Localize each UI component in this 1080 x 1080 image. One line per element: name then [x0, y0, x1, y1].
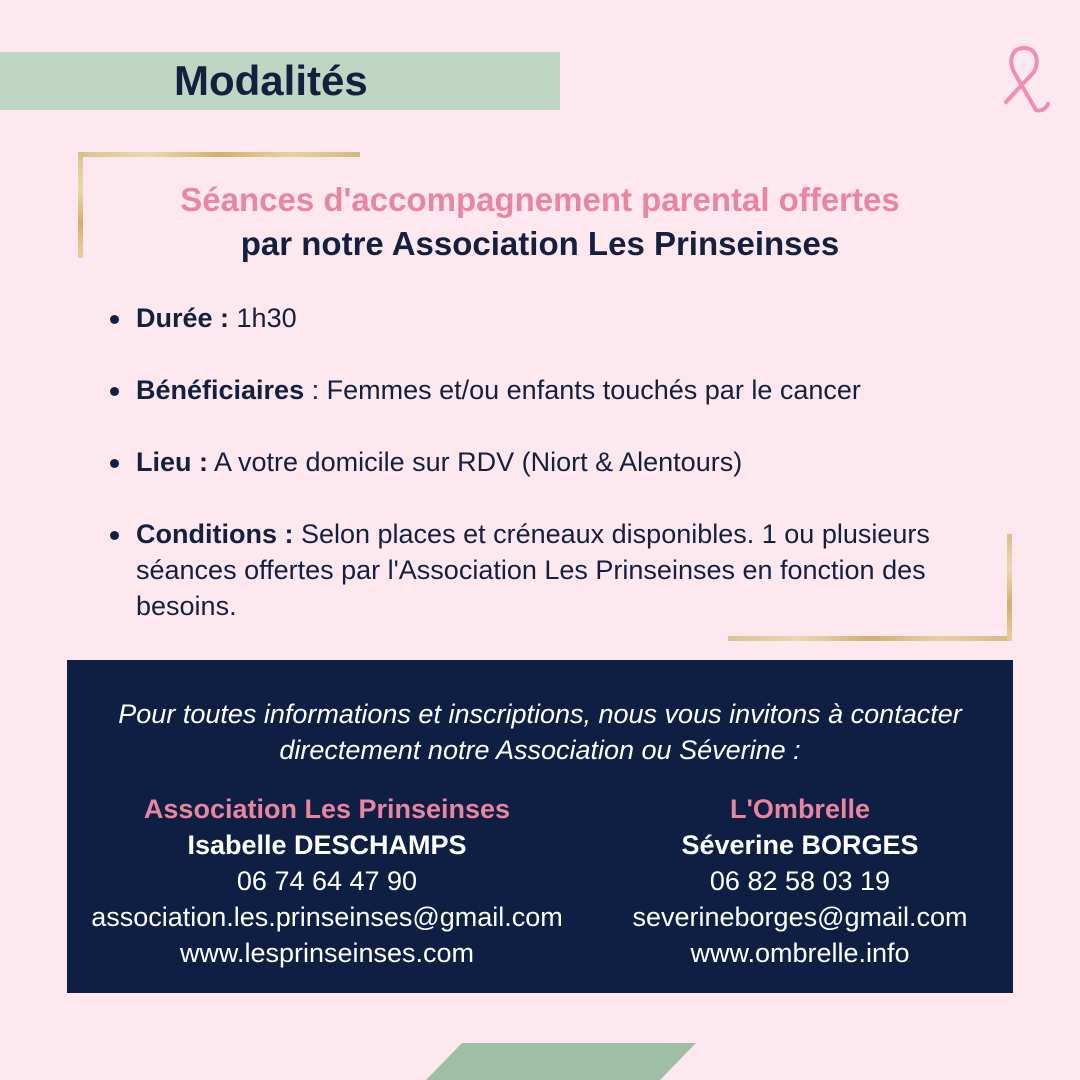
section-heading — [0, 178, 1080, 266]
item-label: Bénéficiaires — [136, 375, 305, 405]
list-item-conditions — [104, 516, 984, 624]
item-text: : Femmes et/ou enfants touchés par le cancer — [304, 375, 861, 405]
heading-line-2: par notre Association Les Prinseinses — [240, 225, 840, 262]
item-label: Lieu : — [136, 447, 208, 477]
phone-number: 06 74 64 47 90 — [236, 866, 418, 896]
contact-person: Isabelle DESCHAMPS — [187, 830, 467, 860]
bullet-icon — [110, 387, 119, 396]
item-label: Durée : — [136, 303, 230, 333]
intro-line-1: Pour toutes informations et inscriptions, nous vous invitons à contacter — [118, 699, 962, 729]
list-item-duree — [104, 300, 984, 336]
bullet-icon — [110, 315, 119, 324]
item-text: 1h30 — [229, 303, 297, 333]
item-label: Conditions : — [136, 519, 294, 549]
bullet-icon — [110, 459, 119, 468]
phone-number: 06 82 58 03 19 — [709, 866, 891, 896]
list-item-beneficiaires — [104, 372, 984, 408]
heading-line-1: Séances d'accompagnement parental offertes — [180, 181, 900, 218]
pink-ribbon-icon — [994, 40, 1054, 115]
item-text: Selon places et créneaux disponibles. 1 ou plusieurs séances offertes par l'Association Les Prinseinses en fonction des besoins. — [136, 519, 930, 621]
website-url: www.ombrelle.info — [690, 938, 910, 968]
org-name: L'Ombrelle — [730, 794, 870, 824]
intro-line-2: directement notre Association ou Séverine : — [279, 735, 801, 765]
contact-intro — [67, 696, 1013, 768]
email-address: severineborges@gmail.com — [632, 902, 968, 932]
item-text: A votre domicile sur RDV (Niort & Alentours) — [208, 447, 743, 477]
contact-panel — [67, 660, 1013, 993]
details-list — [104, 300, 984, 660]
org-name: Association Les Prinseinses — [143, 794, 511, 824]
page-title: Modalités — [174, 57, 368, 104]
gold-frame-bottom-right-vertical — [1007, 534, 1012, 641]
contact-association — [67, 791, 587, 971]
contact-ombrelle — [587, 791, 1013, 971]
gold-frame-top-left — [78, 152, 360, 157]
list-item-lieu — [104, 444, 984, 480]
contact-person: Séverine BORGES — [681, 830, 919, 860]
website-url: www.lesprinseinses.com — [179, 938, 475, 968]
bullet-icon — [110, 531, 119, 540]
sage-parallelogram-decoration — [0, 1043, 1080, 1080]
email-address: association.les.prinseinses@gmail.com — [91, 902, 563, 932]
